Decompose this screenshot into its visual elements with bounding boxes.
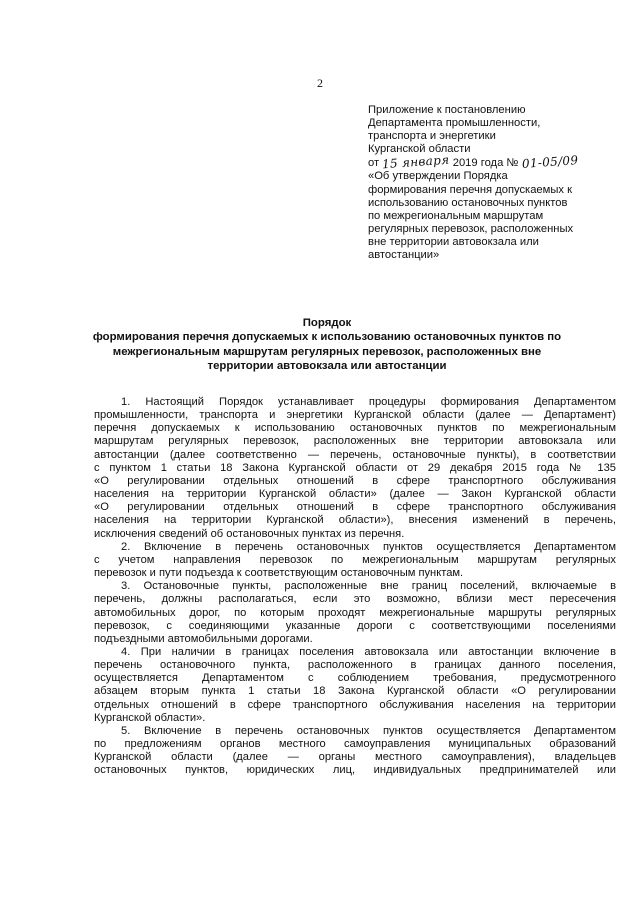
appendix-subject-line: формирования перечня допускаемых к [368,183,572,196]
text-line: абзацем вторым пункта 1 статьи 18 Закона Курганской области «О регулировании [94,685,616,698]
text-line: перечень остановочного пункта, расположенного в границах данного поселения, [94,659,616,672]
text-line: Курганской области». [94,711,206,724]
text-line: перечень, должны располагаться, если это возможно, вблизи мест пересечения [94,593,616,606]
appendix-subject-line: по межрегиональным маршрутам [368,209,544,222]
appendix-line: Курганской области [368,143,471,156]
text-line: 5. Включение в перечень остановочных пунктов осуществляется Департаментом [121,724,616,737]
subtitle-line: территории автовокзала или автостанции [207,360,447,373]
text-line: по предложениям органов местного самоуправления муниципальных образований [94,738,616,751]
text-line: 4. При наличии в границах поселения автовокзала или автостанции включение в [121,645,616,658]
appendix-line: Департамента промышленности, [368,117,541,130]
text-line: осуществляется Департаментом с соблюдением требования, предусмотренного [94,672,616,685]
appendix-block [368,104,628,262]
appendix-line: транспорта и энергетики [368,130,496,143]
paragraph-1 [94,396,616,541]
text-line: автомобильных дорог, по которым проходят межрегиональные маршруты регулярных [94,606,616,619]
page-number: 2 [317,76,323,90]
text-line: 3. Остановочные пункты, расположенные вне границ поселений, включаемые в [121,580,616,593]
text-line: 2. Включение в перечень остановочных пунктов осуществляется Департаментом [121,540,616,553]
text-line: Курганской области (далее — органы местного самоуправления), владельцев [94,751,616,764]
paragraph-4 [94,646,616,725]
subtitle-line: межрегиональным маршрутам регулярных перевозок, расположенных вне [112,345,542,358]
text-line: промышленности, транспорта и энергетики Курганской области (далее — Департамент) [94,409,616,422]
text-line: населения на территории Курганской области»), внесения изменений в перечень, [94,514,616,527]
text-line: с учетом направления перевозок по межрегиональным маршрутам регулярных [94,553,616,566]
text-line: автостанции (далее соответственно — перечень, остановочные пункты), в соответствии [94,448,616,461]
text-line: населения на территории Курганской области» (далее — Закон Курганской области [94,488,616,501]
handwritten-number: 01-05/09 [521,153,579,172]
appendix-date-line [368,153,628,172]
date-prefix: от [368,157,380,170]
document-subtitle [60,330,594,374]
text-line: отдельных отношений в сфере транспортного обслуживания населения на территории [94,698,616,711]
appendix-subject-line: вне территории автовокзала или [368,235,539,248]
appendix-subject-line: «Об утверждении Порядка [368,170,508,183]
paragraph-2 [94,541,616,580]
text-line: перевозок, с соединяющими указанные дороги с соответствующими поселениями [94,619,616,632]
text-line: исключения сведений об остановочных пунктах из перечня. [94,527,405,540]
paragraph-3 [94,580,616,646]
text-line: подъездными автомобильными дорогами. [94,632,313,645]
text-line: перевозок и пути подъезда к соответствующим остановочным пунктам. [94,567,464,580]
text-line: маршрутам регулярных перевозок, расположенных вне территории автовокзала или [94,435,616,448]
text-line: остановочных пунктов, юридических лиц, индивидуальных предпринимателей или [94,764,616,777]
document-heading: Порядок [302,317,352,329]
handwritten-date: 15 января [381,153,450,172]
text-line: 1. Настоящий Порядок устанавливает процедуры формирования Департаментом [121,396,616,408]
document-body [94,396,616,778]
text-line: перечня допускаемых к использованию остановочных пунктов по межрегиональным [94,422,616,435]
date-year: 2019 года № [452,157,519,170]
text-line: «О регулировании отдельных отношений в сфере транспортного обслуживания [94,501,616,514]
appendix-subject-line: автостанции» [368,249,440,262]
text-line: с пунктом 1 статьи 18 Закона Курганской области от 29 декабря 2015 года № 135 [94,461,616,474]
paragraph-5 [94,725,616,778]
subtitle-line: формирования перечня допускаемых к использованию остановочных пунктов по [92,331,562,343]
text-line: «О регулировании отдельных отношений в сфере транспортного обслуживания [94,474,616,487]
appendix-line: Приложение к постановлению [368,104,526,116]
appendix-subject-line: использованию остановочных пунктов [368,196,568,209]
appendix-subject-line: регулярных перевозок, расположенных [368,222,574,235]
